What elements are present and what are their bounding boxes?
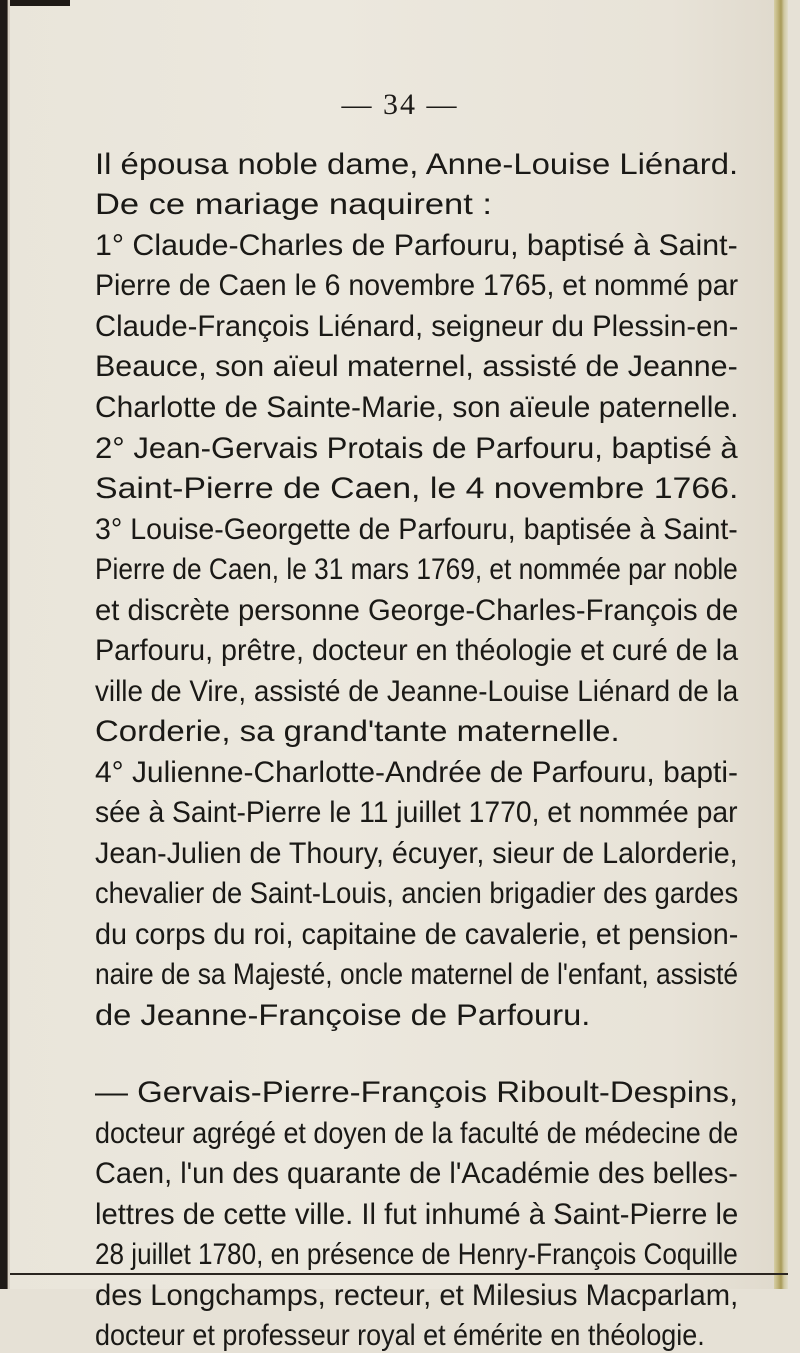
page-number: — 34 — [341, 88, 459, 121]
text-line: docteur et professeur royal et émérite en théologie. [95, 1319, 705, 1352]
page-corner-shadow [0, 0, 70, 6]
text-line: Jean-Julien de Thoury, écuyer, sieur de Lalorderie, [95, 837, 738, 870]
text-line: du corps du roi, capitaine de cavalerie, et pension- [95, 918, 739, 951]
text-line: naire de sa Majesté, oncle maternel de l'enfant, assisté [95, 958, 739, 991]
text-line: docteur agrégé et doyen de la faculté de médecine de [95, 1117, 739, 1150]
text-line: Charlotte de Sainte-Marie, son aïeule paternelle. [95, 391, 739, 424]
text-line: Saint-Pierre de Caen, le 4 novembre 1766. [95, 472, 739, 505]
text-line: lettres de cette ville. Il fut inhumé à Saint-Pierre le [95, 1198, 739, 1231]
text-line: sée à Saint-Pierre le 11 juillet 1770, et nommée par [95, 796, 738, 829]
text-line: Pierre de Caen le 6 novembre 1765, et nommé par [95, 269, 739, 302]
text-line: ville de Vire, assisté de Jeanne-Louise Liénard de la [95, 675, 739, 708]
text-line: chevalier de Saint-Louis, ancien brigadier des gardes [95, 877, 739, 910]
text-line: Caen, l'un des quarante de l'Académie des belles- [95, 1157, 738, 1190]
page-right-edge [774, 0, 788, 1289]
text-line: Il épousa noble dame, Anne-Louise Liénard. [95, 148, 739, 181]
text-line: — Gervais-Pierre-François Riboult-Despins, [95, 1076, 739, 1109]
text-line: des Longchamps, recteur, et Milesius Macparlam, [95, 1279, 739, 1312]
text-line: 1° Claude-Charles de Parfouru, baptisé à Saint- [95, 229, 738, 262]
text-line: de Jeanne-Françoise de Parfouru. [95, 999, 591, 1032]
text-line: Beauce, son aïeul maternel, assisté de Jeanne- [95, 350, 738, 383]
text-line: et discrète personne George-Charles-François de [95, 594, 739, 627]
text-line: Corderie, sa grand'tante maternelle. [95, 715, 620, 748]
page-bottom-edge [10, 1273, 788, 1275]
text-line: Claude-François Liénard, seigneur du Plessin-en- [95, 310, 739, 343]
text-line: 4° Julienne-Charlotte-Andrée de Parfouru, bapti- [95, 756, 739, 789]
text-line: 3° Louise-Georgette de Parfouru, baptisée à Saint- [95, 513, 738, 546]
text-line: Pierre de Caen, le 31 mars 1769, et nommée par noble [95, 553, 738, 586]
text-line: Parfouru, prêtre, docteur en théologie et curé de la [95, 634, 739, 667]
text-line: De ce mariage naquirent : [95, 188, 492, 221]
text-line: 28 juillet 1780, en présence de Henry-François Coquille [95, 1238, 738, 1271]
page-left-edge [0, 0, 10, 1289]
text-line: 2° Jean-Gervais Protais de Parfouru, baptisé à [95, 432, 738, 465]
